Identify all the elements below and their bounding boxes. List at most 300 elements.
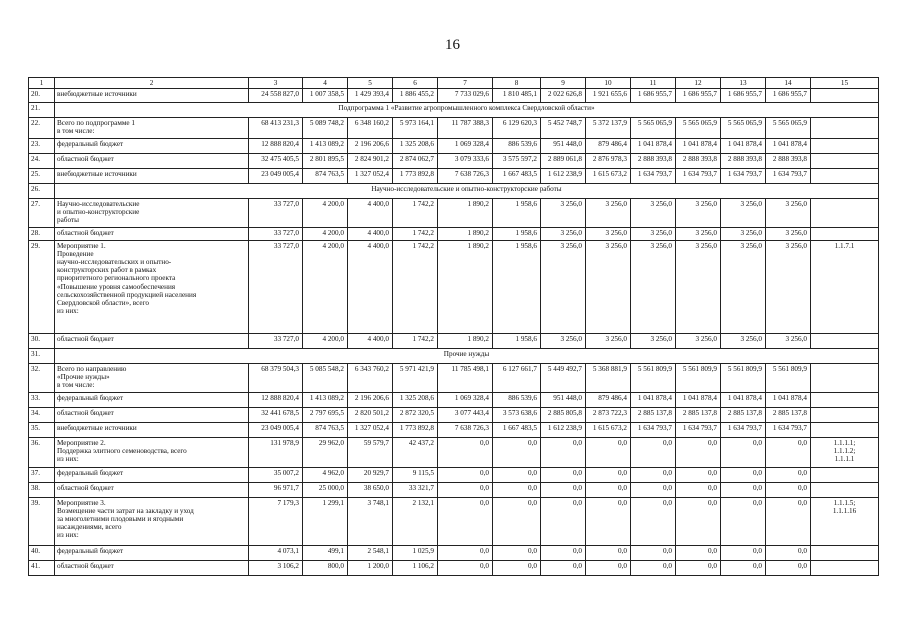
value-cell: 5 565 065,9 (766, 118, 811, 139)
value-cell: 1 886 455,2 (393, 89, 438, 103)
value-cell: 0,0 (586, 438, 631, 468)
value-cell: 1 299,1 (303, 498, 348, 546)
target-code (811, 154, 879, 169)
value-cell: 2 132,1 (393, 498, 438, 546)
column-number: 10 (586, 78, 631, 89)
value-cell: 0,0 (493, 546, 541, 561)
row-label: областной бюджет (55, 483, 249, 498)
value-cell: 1 327 052,4 (348, 169, 393, 184)
value-cell: 0,0 (541, 498, 586, 546)
value-cell: 0,0 (438, 561, 493, 576)
row-number: 24. (29, 154, 55, 169)
value-cell: 1 106,2 (393, 561, 438, 576)
value-cell: 0,0 (721, 498, 766, 546)
value-cell: 2 196 206,6 (348, 393, 393, 408)
row-number: 28. (29, 228, 55, 241)
value-cell: 1 890,2 (438, 199, 493, 228)
value-cell: 0,0 (676, 483, 721, 498)
value-cell: 1 069 328,4 (438, 139, 493, 154)
table-row (29, 334, 879, 349)
section-row (29, 184, 879, 199)
value-cell: 1 742,2 (393, 199, 438, 228)
section-row (29, 349, 879, 364)
value-cell: 3 256,0 (586, 334, 631, 349)
value-cell: 2 889 061,8 (541, 154, 586, 169)
value-cell: 2 885 137,8 (631, 408, 676, 423)
value-cell: 1 686 955,7 (766, 89, 811, 103)
row-label: внебюджетные источники (55, 89, 249, 103)
value-cell: 3 256,0 (676, 241, 721, 334)
row-label: внебюджетные источники (55, 169, 249, 184)
value-cell: 0,0 (493, 561, 541, 576)
table-row (29, 483, 879, 498)
value-cell: 2 022 626,8 (541, 89, 586, 103)
value-cell: 1 667 483,5 (493, 423, 541, 438)
value-cell: 0,0 (631, 438, 676, 468)
row-label: областной бюджет (55, 228, 249, 241)
value-cell: 3 256,0 (721, 334, 766, 349)
value-cell: 0,0 (631, 483, 676, 498)
target-code (811, 89, 879, 103)
value-cell: 3 256,0 (631, 334, 676, 349)
value-cell: 0,0 (438, 483, 493, 498)
value-cell: 2 885 137,8 (766, 408, 811, 423)
value-cell: 7 638 726,3 (438, 423, 493, 438)
value-cell: 1 634 793,7 (676, 423, 721, 438)
value-cell: 20 929,7 (348, 468, 393, 483)
column-number: 9 (541, 78, 586, 89)
row-label: областной бюджет (55, 334, 249, 349)
value-cell: 1 327 052,4 (348, 423, 393, 438)
target-code (811, 468, 879, 483)
row-number: 26. (29, 184, 55, 199)
value-cell: 23 049 005,4 (249, 169, 303, 184)
value-cell: 0,0 (541, 483, 586, 498)
row-number: 31. (29, 349, 55, 364)
table-row (29, 561, 879, 576)
target-code (811, 393, 879, 408)
value-cell: 5 561 809,9 (766, 364, 811, 393)
value-cell: 32 441 678,5 (249, 408, 303, 423)
value-cell: 32 475 405,5 (249, 154, 303, 169)
row-label: федеральный бюджет (55, 468, 249, 483)
target-code (811, 139, 879, 154)
table-row (29, 169, 879, 184)
value-cell: 1 041 878,4 (766, 139, 811, 154)
value-cell: 1 041 878,4 (721, 393, 766, 408)
row-number: 22. (29, 118, 55, 139)
row-label: Мероприятие 1. Проведение научно-исследовательских и опытно- конструкторских работ в рамках приоритетного регионального проекта «Повышение уровня самообеспечения сельскохозяйственной продукцией населения Свердловской области», всего из них: (55, 241, 249, 334)
value-cell: 4 200,0 (303, 334, 348, 349)
value-cell: 11 787 388,3 (438, 118, 493, 139)
section-title: Научно-исследовательские и опытно-конструкторские работы (55, 184, 879, 199)
value-cell: 2 876 978,3 (586, 154, 631, 169)
value-cell: 1 958,6 (493, 334, 541, 349)
row-label: федеральный бюджет (55, 139, 249, 154)
row-label: федеральный бюджет (55, 393, 249, 408)
value-cell: 68 413 231,3 (249, 118, 303, 139)
value-cell: 0,0 (721, 561, 766, 576)
value-cell: 1 667 483,5 (493, 169, 541, 184)
value-cell: 0,0 (493, 468, 541, 483)
value-cell: 1 041 878,4 (721, 139, 766, 154)
value-cell: 0,0 (676, 438, 721, 468)
value-cell: 0,0 (766, 483, 811, 498)
value-cell: 3 256,0 (631, 241, 676, 334)
table-row (29, 199, 879, 228)
value-cell: 0,0 (493, 438, 541, 468)
row-number: 25. (29, 169, 55, 184)
value-cell: 12 888 820,4 (249, 139, 303, 154)
value-cell: 5 452 748,7 (541, 118, 586, 139)
value-cell: 1 615 673,2 (586, 169, 631, 184)
value-cell: 4 400,0 (348, 199, 393, 228)
value-cell: 3 256,0 (721, 228, 766, 241)
value-cell: 1 041 878,4 (676, 139, 721, 154)
value-cell: 0,0 (541, 546, 586, 561)
value-cell: 0,0 (541, 438, 586, 468)
value-cell: 5 368 881,9 (586, 364, 631, 393)
row-number: 21. (29, 103, 55, 118)
value-cell: 3 573 638,6 (493, 408, 541, 423)
value-cell: 9 115,5 (393, 468, 438, 483)
page-number: 16 (445, 37, 460, 53)
value-cell: 0,0 (676, 561, 721, 576)
value-cell: 3 256,0 (721, 241, 766, 334)
value-cell: 0,0 (438, 498, 493, 546)
value-cell: 1 958,6 (493, 241, 541, 334)
value-cell: 3 256,0 (586, 199, 631, 228)
value-cell: 2 888 393,8 (631, 154, 676, 169)
value-cell: 3 256,0 (721, 199, 766, 228)
value-cell: 886 539,6 (493, 139, 541, 154)
value-cell: 0,0 (631, 468, 676, 483)
value-cell: 1 612 238,9 (541, 169, 586, 184)
value-cell: 59 579,7 (348, 438, 393, 468)
value-cell: 6 129 620,3 (493, 118, 541, 139)
target-code (811, 483, 879, 498)
value-cell: 1 325 208,6 (393, 393, 438, 408)
value-cell: 1 958,6 (493, 228, 541, 241)
value-cell: 1 773 892,8 (393, 169, 438, 184)
row-number: 20. (29, 89, 55, 103)
value-cell: 1 041 878,4 (766, 393, 811, 408)
section-title: Прочие нужды (55, 349, 879, 364)
value-cell: 1 634 793,7 (766, 169, 811, 184)
value-cell: 1 890,2 (438, 241, 493, 334)
value-cell: 1 773 892,8 (393, 423, 438, 438)
table-row (29, 423, 879, 438)
value-cell: 0,0 (438, 546, 493, 561)
section-row (29, 103, 879, 118)
column-number: 4 (303, 78, 348, 89)
value-cell: 4 400,0 (348, 334, 393, 349)
value-cell: 24 558 827,0 (249, 89, 303, 103)
target-code (811, 546, 879, 561)
target-code (811, 364, 879, 393)
value-cell: 800,0 (303, 561, 348, 576)
value-cell: 0,0 (438, 438, 493, 468)
value-cell: 1 041 878,4 (631, 393, 676, 408)
value-cell: 2 885 137,8 (721, 408, 766, 423)
value-cell: 1 810 485,1 (493, 89, 541, 103)
target-code (811, 228, 879, 241)
value-cell: 951 448,0 (541, 393, 586, 408)
value-cell: 874 763,5 (303, 423, 348, 438)
table-row (29, 546, 879, 561)
value-cell: 2 885 137,8 (676, 408, 721, 423)
value-cell: 42 437,2 (393, 438, 438, 468)
target-code: 1.1.1.5; 1.1.1.16 (811, 498, 879, 546)
value-cell: 5 561 809,9 (721, 364, 766, 393)
value-cell: 3 256,0 (631, 199, 676, 228)
value-cell: 29 962,0 (303, 438, 348, 468)
row-label: областной бюджет (55, 561, 249, 576)
value-cell: 0,0 (721, 438, 766, 468)
row-label: областной бюджет (55, 154, 249, 169)
value-cell: 3 256,0 (676, 334, 721, 349)
value-cell: 0,0 (586, 498, 631, 546)
value-cell: 3 256,0 (676, 228, 721, 241)
value-cell: 3 256,0 (766, 241, 811, 334)
row-number: 30. (29, 334, 55, 349)
value-cell: 6 127 661,7 (493, 364, 541, 393)
row-number: 32. (29, 364, 55, 393)
value-cell: 1 890,2 (438, 334, 493, 349)
target-code (811, 169, 879, 184)
value-cell: 2 885 805,8 (541, 408, 586, 423)
value-cell: 1 413 089,2 (303, 139, 348, 154)
value-cell: 1 686 955,7 (721, 89, 766, 103)
value-cell: 3 256,0 (586, 241, 631, 334)
target-code: 1.1.1.1; 1.1.1.2; 1.1.1.1 (811, 438, 879, 468)
value-cell: 25 000,0 (303, 483, 348, 498)
value-cell: 2 888 393,8 (676, 154, 721, 169)
budget-table (28, 77, 879, 576)
column-number: 14 (766, 78, 811, 89)
value-cell: 0,0 (631, 546, 676, 561)
value-cell: 23 049 005,4 (249, 423, 303, 438)
value-cell: 4 400,0 (348, 241, 393, 334)
value-cell: 0,0 (586, 546, 631, 561)
target-code (811, 408, 879, 423)
value-cell: 11 785 498,1 (438, 364, 493, 393)
value-cell: 3 575 597,2 (493, 154, 541, 169)
table-row (29, 468, 879, 483)
value-cell: 33 727,0 (249, 199, 303, 228)
value-cell: 5 449 492,7 (541, 364, 586, 393)
value-cell: 2 824 901,2 (348, 154, 393, 169)
value-cell: 5 565 065,9 (631, 118, 676, 139)
value-cell: 131 978,9 (249, 438, 303, 468)
value-cell: 3 256,0 (541, 199, 586, 228)
column-number: 1 (29, 78, 55, 89)
value-cell: 68 379 504,3 (249, 364, 303, 393)
value-cell: 0,0 (766, 561, 811, 576)
value-cell: 96 971,7 (249, 483, 303, 498)
value-cell: 1 612 238,9 (541, 423, 586, 438)
value-cell: 1 634 793,7 (631, 169, 676, 184)
value-cell: 886 539,6 (493, 393, 541, 408)
value-cell: 5 971 421,9 (393, 364, 438, 393)
value-cell: 1 958,6 (493, 199, 541, 228)
value-cell: 3 256,0 (541, 334, 586, 349)
row-number: 23. (29, 139, 55, 154)
value-cell: 1 890,2 (438, 228, 493, 241)
section-title: Подпрограмма 1 «Развитие агропромышленного комплекса Свердловской области» (55, 103, 879, 118)
value-cell: 0,0 (766, 546, 811, 561)
value-cell: 3 256,0 (586, 228, 631, 241)
column-number: 8 (493, 78, 541, 89)
row-label: Научно-исследовательские и опытно-конструкторские работы (55, 199, 249, 228)
value-cell: 1 413 089,2 (303, 393, 348, 408)
column-number: 15 (811, 78, 879, 89)
column-number: 5 (348, 78, 393, 89)
value-cell: 1 429 393,4 (348, 89, 393, 103)
target-code (811, 561, 879, 576)
target-code (811, 199, 879, 228)
value-cell: 1 634 793,7 (721, 169, 766, 184)
column-number: 2 (55, 78, 249, 89)
value-cell: 0,0 (631, 498, 676, 546)
value-cell: 33 727,0 (249, 228, 303, 241)
value-cell: 2 196 206,6 (348, 139, 393, 154)
row-number: 36. (29, 438, 55, 468)
value-cell: 3 256,0 (766, 228, 811, 241)
table-row (29, 154, 879, 169)
table-row (29, 438, 879, 468)
value-cell: 1 634 793,7 (676, 169, 721, 184)
column-number: 7 (438, 78, 493, 89)
value-cell: 5 561 809,9 (631, 364, 676, 393)
value-cell: 3 079 333,6 (438, 154, 493, 169)
value-cell: 3 106,2 (249, 561, 303, 576)
value-cell: 3 256,0 (631, 228, 676, 241)
value-cell: 1 615 673,2 (586, 423, 631, 438)
value-cell: 3 256,0 (766, 334, 811, 349)
row-number: 40. (29, 546, 55, 561)
table-row (29, 364, 879, 393)
value-cell: 2 820 501,2 (348, 408, 393, 423)
value-cell: 5 565 065,9 (676, 118, 721, 139)
value-cell: 1 634 793,7 (766, 423, 811, 438)
value-cell: 2 872 320,5 (393, 408, 438, 423)
value-cell: 7 638 726,3 (438, 169, 493, 184)
row-label: федеральный бюджет (55, 546, 249, 561)
value-cell: 0,0 (493, 498, 541, 546)
table-row (29, 498, 879, 546)
table-row (29, 89, 879, 103)
value-cell: 3 256,0 (766, 199, 811, 228)
value-cell: 1 007 358,5 (303, 89, 348, 103)
value-cell: 5 085 548,2 (303, 364, 348, 393)
table-row (29, 139, 879, 154)
value-cell: 1 634 793,7 (631, 423, 676, 438)
row-label: Мероприятие 2. Поддержка элитного семеноводства, всего из них: (55, 438, 249, 468)
row-label: внебюджетные источники (55, 423, 249, 438)
value-cell: 0,0 (586, 468, 631, 483)
value-cell: 3 256,0 (676, 199, 721, 228)
table-row (29, 241, 879, 334)
value-cell: 0,0 (721, 483, 766, 498)
value-cell: 0,0 (721, 546, 766, 561)
value-cell: 0,0 (676, 468, 721, 483)
value-cell: 2 801 895,5 (303, 154, 348, 169)
value-cell: 5 561 809,9 (676, 364, 721, 393)
value-cell: 33 727,0 (249, 334, 303, 349)
row-number: 35. (29, 423, 55, 438)
table-row (29, 393, 879, 408)
target-code (811, 334, 879, 349)
value-cell: 0,0 (438, 468, 493, 483)
value-cell: 4 200,0 (303, 228, 348, 241)
row-number: 34. (29, 408, 55, 423)
value-cell: 4 200,0 (303, 199, 348, 228)
value-cell: 0,0 (766, 468, 811, 483)
value-cell: 0,0 (586, 561, 631, 576)
row-label: Мероприятие 3. Возмещение части затрат на закладку и уход за многолетними плодовыми и ягодными насаждениями, всего из них: (55, 498, 249, 546)
value-cell: 33 727,0 (249, 241, 303, 334)
value-cell: 1 742,2 (393, 334, 438, 349)
value-cell: 3 256,0 (541, 241, 586, 334)
value-cell: 1 634 793,7 (721, 423, 766, 438)
value-cell: 2 797 695,5 (303, 408, 348, 423)
row-number: 39. (29, 498, 55, 546)
value-cell: 879 486,4 (586, 393, 631, 408)
row-number: 33. (29, 393, 55, 408)
value-cell: 3 748,1 (348, 498, 393, 546)
column-number-row (29, 78, 879, 89)
target-code: 1.1.7.1 (811, 241, 879, 334)
value-cell: 1 069 328,4 (438, 393, 493, 408)
value-cell: 1 686 955,7 (676, 89, 721, 103)
value-cell: 1 742,2 (393, 228, 438, 241)
value-cell: 499,1 (303, 546, 348, 561)
value-cell: 1 041 878,4 (676, 393, 721, 408)
value-cell: 0,0 (631, 561, 676, 576)
value-cell: 4 200,0 (303, 241, 348, 334)
value-cell: 1 921 655,6 (586, 89, 631, 103)
value-cell: 7 733 029,6 (438, 89, 493, 103)
value-cell: 7 179,3 (249, 498, 303, 546)
value-cell: 4 400,0 (348, 228, 393, 241)
table-body (29, 78, 879, 576)
value-cell: 879 486,4 (586, 139, 631, 154)
row-number: 37. (29, 468, 55, 483)
value-cell: 3 077 443,4 (438, 408, 493, 423)
value-cell: 0,0 (766, 438, 811, 468)
value-cell: 0,0 (541, 468, 586, 483)
value-cell: 2 874 062,7 (393, 154, 438, 169)
value-cell: 1 200,0 (348, 561, 393, 576)
value-cell: 874 763,5 (303, 169, 348, 184)
table-row (29, 118, 879, 139)
column-number: 6 (393, 78, 438, 89)
row-number: 27. (29, 199, 55, 228)
value-cell: 6 348 160,2 (348, 118, 393, 139)
value-cell: 2 888 393,8 (766, 154, 811, 169)
column-number: 13 (721, 78, 766, 89)
value-cell: 1 041 878,4 (631, 139, 676, 154)
value-cell: 1 025,9 (393, 546, 438, 561)
value-cell: 0,0 (586, 483, 631, 498)
value-cell: 0,0 (541, 561, 586, 576)
value-cell: 0,0 (721, 468, 766, 483)
row-number: 29. (29, 241, 55, 334)
value-cell: 0,0 (493, 483, 541, 498)
row-label: Всего по подпрограмме 1 в том числе: (55, 118, 249, 139)
value-cell: 2 873 722,3 (586, 408, 631, 423)
